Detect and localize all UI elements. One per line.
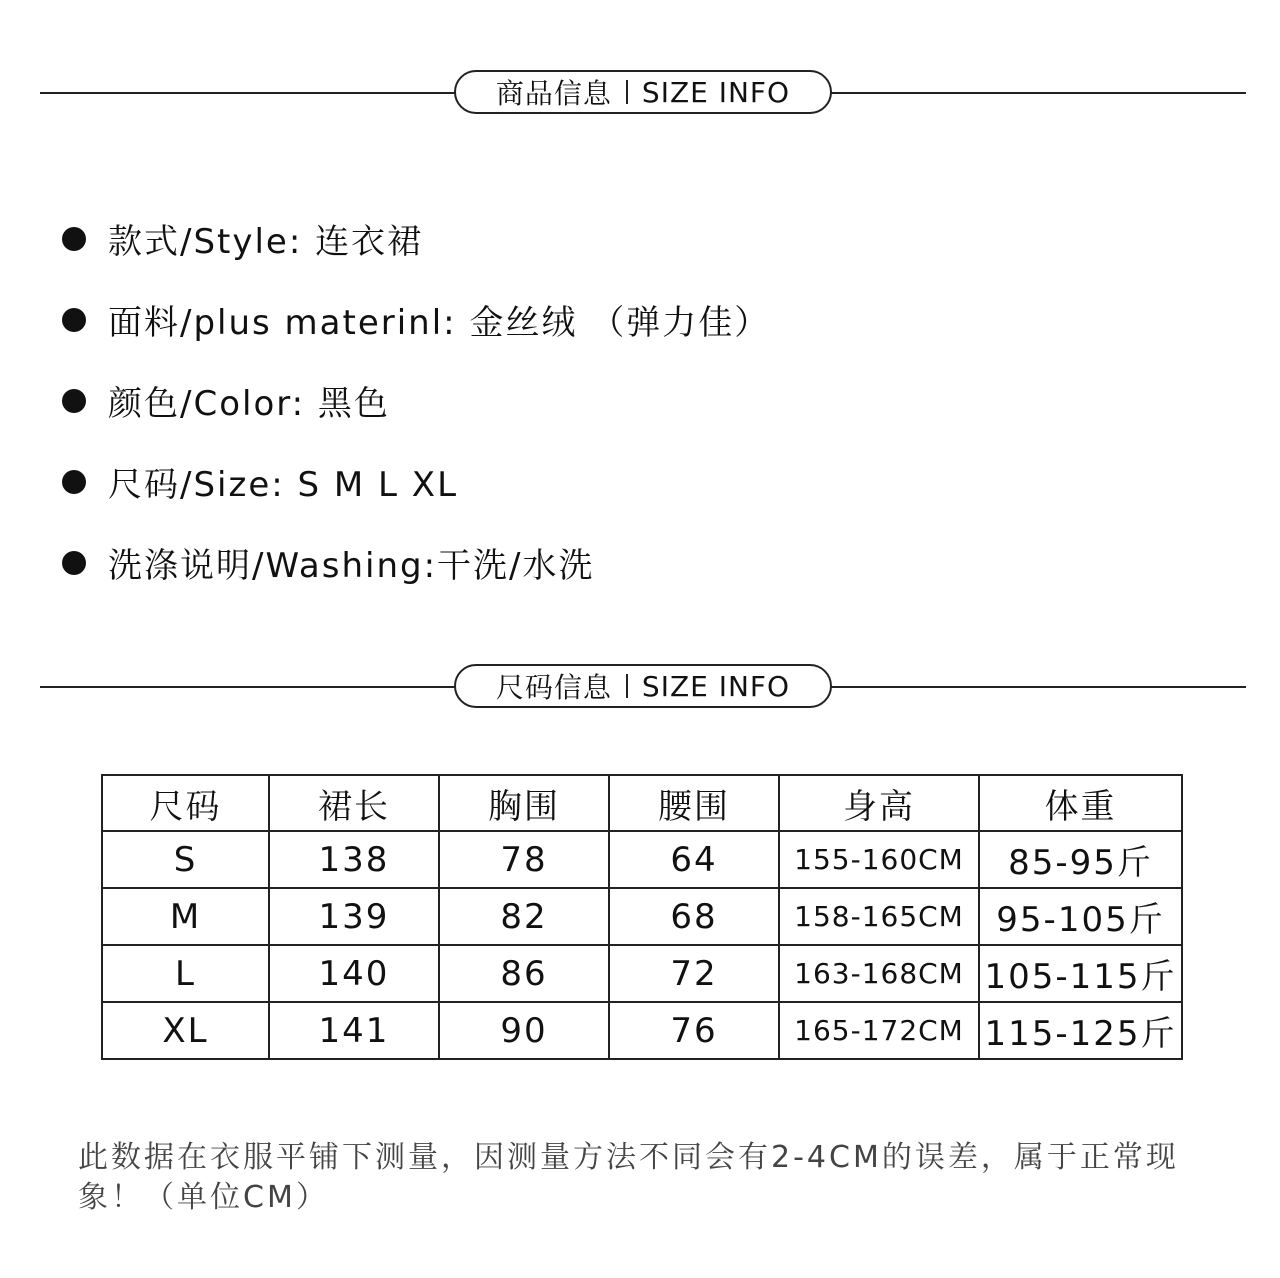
product-info-list [62, 198, 770, 603]
table-cell: L [102, 945, 269, 1002]
measurement-note: 此数据在衣服平铺下测量，因测量方法不同会有2-4CM的误差，属于正常现象！（单位CM） [78, 1140, 1179, 1215]
table-cell: 140 [269, 945, 439, 1002]
info-item-size [62, 441, 770, 522]
table-cell: 76 [609, 1002, 779, 1059]
table-cell: S [102, 831, 269, 888]
column-header: 胸围 [439, 775, 609, 831]
header-title-en: SIZE INFO [641, 75, 791, 109]
info-text: 面料/plus materinl: 金丝绒 （弹力佳） [108, 303, 771, 343]
table-cell: 85-95斤 [979, 831, 1182, 888]
column-header: 裙长 [269, 775, 439, 831]
bullet-icon [62, 389, 86, 413]
header-pill [454, 70, 832, 114]
table-cell: 78 [439, 831, 609, 888]
table-cell: 141 [269, 1002, 439, 1059]
column-header: 体重 [979, 775, 1182, 831]
bullet-icon [62, 308, 86, 332]
table-header-row [102, 775, 1182, 831]
info-item-washing [62, 522, 770, 603]
table-cell: 105-115斤 [979, 945, 1182, 1002]
table-cell: XL [102, 1002, 269, 1059]
table-row [102, 1002, 1182, 1059]
table-cell: 82 [439, 888, 609, 945]
column-header: 尺码 [102, 775, 269, 831]
bullet-icon [62, 227, 86, 251]
table-row [102, 831, 1182, 888]
info-item-color [62, 360, 770, 441]
info-text: 颜色/Color: 黑色 [108, 384, 390, 424]
product-info-header [40, 70, 1246, 116]
info-text: 款式/Style: 连衣裙 [108, 222, 424, 262]
info-item-material [62, 279, 770, 360]
header-pill [454, 664, 832, 708]
table-cell: 163-168CM [779, 945, 979, 1002]
table-cell: 90 [439, 1002, 609, 1059]
table-cell: 155-160CM [779, 831, 979, 888]
table-cell: 139 [269, 888, 439, 945]
size-table [101, 774, 1183, 1060]
header-title-cn: 尺码信息 [495, 671, 612, 704]
header-title-cn: 商品信息 [495, 77, 612, 110]
info-text: 尺码/Size: S M L XL [108, 465, 459, 505]
column-header: 身高 [779, 775, 979, 831]
size-info-header [40, 664, 1246, 710]
header-separator [626, 80, 628, 104]
header-title-en: SIZE INFO [641, 669, 791, 703]
table-row [102, 888, 1182, 945]
bullet-icon [62, 551, 86, 575]
table-cell: 138 [269, 831, 439, 888]
table-cell: 64 [609, 831, 779, 888]
table-cell: 72 [609, 945, 779, 1002]
header-separator [626, 674, 628, 698]
column-header: 腰围 [609, 775, 779, 831]
table-row [102, 945, 1182, 1002]
table-cell: 86 [439, 945, 609, 1002]
bullet-icon [62, 470, 86, 494]
table-cell: 95-105斤 [979, 888, 1182, 945]
info-item-style [62, 198, 770, 279]
table-cell: 68 [609, 888, 779, 945]
table-cell: M [102, 888, 269, 945]
info-text: 洗涤说明/Washing:干洗/水洗 [108, 546, 595, 586]
table-cell: 158-165CM [779, 888, 979, 945]
table-cell: 115-125斤 [979, 1002, 1182, 1059]
table-cell: 165-172CM [779, 1002, 979, 1059]
